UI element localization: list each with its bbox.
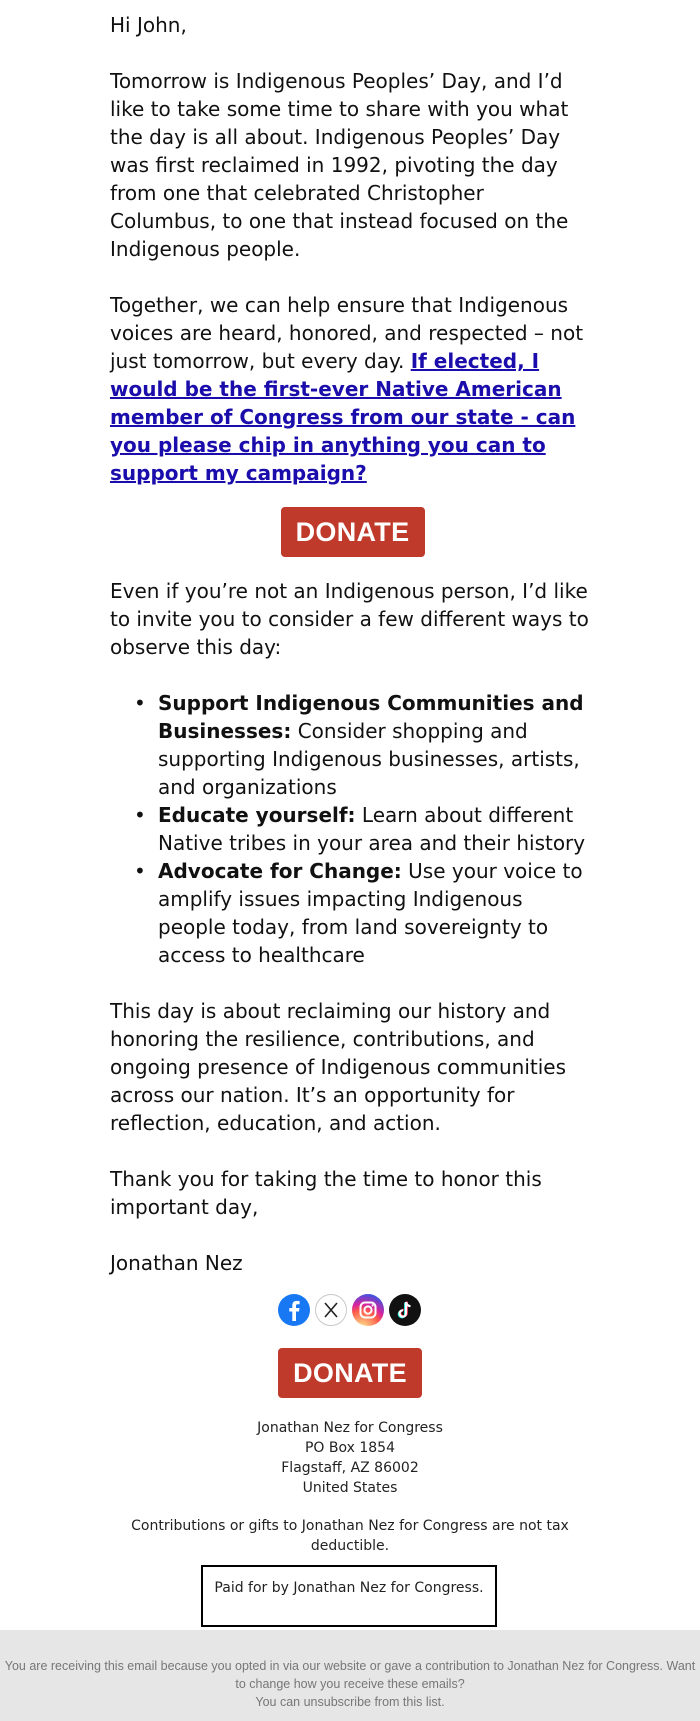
bullet: • [134, 859, 146, 883]
list-item [134, 801, 595, 857]
intro-paragraph: Tomorrow is Indigenous Peoples’ Day, and I’d like to take some time to share with you what the day is all about. Indigenous Peoples’ Day was first reclaimed in 1992, pivoting the day from one that celebrated Christopher Columbus, to one that instead focused on the Indigenous people. [110, 69, 569, 261]
greeting: Hi John, [110, 13, 187, 37]
campaign-support-link[interactable]: If elected, I would be the first-ever Native American member of Congress from our state - can you please chip in anything you can to support my campaign? [110, 349, 576, 485]
subscription-footer [0, 1630, 700, 1721]
way-title: Advocate for Change: [158, 859, 402, 883]
facebook-icon[interactable] [278, 1294, 310, 1326]
bullet: • [134, 691, 146, 715]
po-box: PO Box 1854 [304, 1440, 395, 1456]
country-line: United States [302, 1480, 398, 1496]
together-paragraph [110, 291, 595, 487]
receiving-notice-line1: You are receiving this email because you opted in via our website or gave a contribution to Jonathan Nez for Congress. Want [4, 1659, 696, 1673]
thanks-paragraph: Thank you for taking the time to honor this important day, [110, 1167, 542, 1219]
way-text: Learn about different Native tribes in your area and their history [158, 803, 586, 855]
footer-donate-button[interactable]: DONATE [278, 1348, 422, 1398]
tax-disclaimer: Contributions or gifts to Jonathan Nez for Congress are not tax deductible. [131, 1518, 569, 1554]
tiktok-icon[interactable] [389, 1294, 421, 1326]
receiving-notice-line2[interactable]: to change how you receive these emails? [235, 1677, 465, 1691]
city-line: Flagstaff, AZ 86002 [281, 1460, 419, 1476]
footer-address [150, 1418, 550, 1498]
list-item [134, 857, 595, 969]
way-title: Educate yourself: [158, 803, 356, 827]
social-links [278, 1294, 424, 1328]
ways-list [110, 689, 595, 969]
together-text: Together, we can help ensure that Indigenous voices are heard, honored, and respected – not just tomorrow, but every day. [110, 293, 584, 373]
bullet: • [134, 803, 146, 827]
invite-paragraph: Even if you’re not an Indigenous person, I’d like to invite you to consider a few different ways to observe this day: [110, 579, 589, 659]
org-name: Jonathan Nez for Congress [257, 1420, 443, 1436]
email-body [110, 0, 595, 1277]
x-icon[interactable] [315, 1294, 347, 1326]
list-item [134, 689, 595, 801]
unsubscribe-link[interactable]: You can unsubscribe from this list. [255, 1695, 445, 1709]
reclaiming-paragraph: This day is about reclaiming our history and honoring the resilience, contributions, and ongoing presence of Indigenous communities across our nation. It’s an opportunity for reflection, education, and action. [110, 999, 567, 1135]
way-title: Support Indigenous Communities and Businesses: [158, 691, 584, 743]
way-text: Use your voice to amplify issues impacting Indigenous people today, from land sovereignty to access to healthcare [158, 859, 583, 967]
donate-button-wrap [110, 507, 595, 557]
donate-button[interactable]: DONATE [281, 507, 425, 557]
paid-for-box: Paid for by Jonathan Nez for Congress. [201, 1565, 497, 1627]
signature: Jonathan Nez [110, 1251, 243, 1275]
way-text: Consider shopping and supporting Indigenous businesses, artists, and organizations [158, 719, 580, 799]
instagram-icon[interactable] [352, 1294, 384, 1326]
